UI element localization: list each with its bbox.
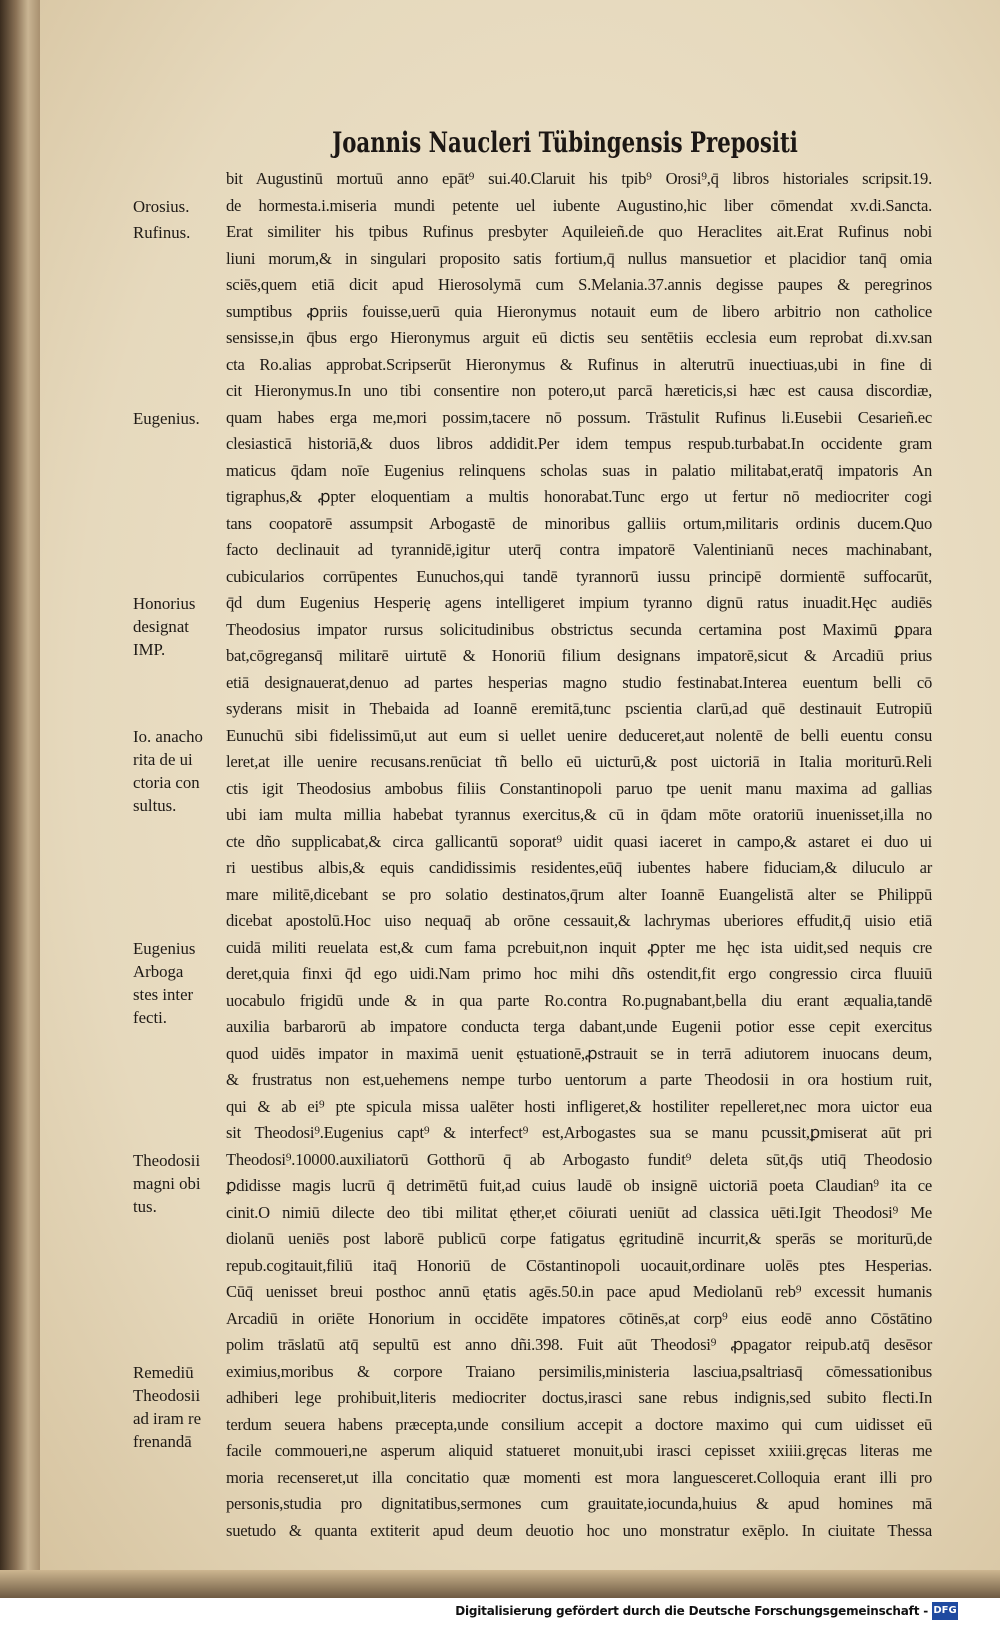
text-line: maticus q̄dam noīe Eugenius relinquens scholas suas in palatio militabat,eratq̄ impatoris An (226, 460, 932, 480)
text-line: ri uestibus albis,& equis candidissimis residentes,eūq̄ iubentes habere fiduciam,& diluculo ar (226, 858, 932, 877)
text-line: qui & ab ei⁹ pte spicula missa ualēter hosti infligeret,& hostiliter repelleret,nec mora uictor eua (226, 1096, 932, 1116)
margin-note: Io. anacho (133, 726, 203, 746)
text-line: de hormesta.i.miseria mundi petente uel iubente Augustino,hic liber cōmendat xv.di.Sancta. (226, 195, 932, 215)
text-line: Eunuchū sibi fidelissimū,ut aut eum si uellet uenire deduceret,aut nolentē de belli euentu consu (226, 725, 932, 745)
margin-note: IMP. (133, 640, 166, 659)
margin-note: Rufinus. (133, 223, 191, 242)
margin-note: Eugenius (133, 938, 196, 958)
margin-note: Arboga (133, 961, 184, 981)
text-line: auxilia barbarorū ab impatore conducta terga dabant,unde Eugenii potior esse cepit exercitus (226, 1017, 932, 1036)
text-line: & frustratus non est,uehemens nempe turbo uentorum a parte Theodosii in ora hostium ruit, (226, 1070, 932, 1089)
margin-note: Eugenius. (133, 408, 200, 428)
text-line: facile commoueri,ne asperum aliquid statueret monuit,ubi irasci cepisset xxiiii.gręcas literas me (226, 1441, 932, 1460)
text-line: cubicularios corrūpentes Eunuchos,qui tandē tyrannorū iussu principē dormientē suffocarūt, (226, 566, 932, 586)
text-line: cit Hieronymus.In uno tibi consentire non potero,ut parcā hæreticis,si hæc est causa discordiæ, (226, 381, 932, 400)
text-line: uocabulo frigidū unde & in qua parte Ro.contra Ro.pugnabant,bella diu erant æqualia,tandē (226, 990, 932, 1010)
margin-note: Honorius (133, 594, 196, 613)
text-line: sciēs,quem etiā dicit apud Hierosolymā cum S.Melania.37.annis degisse paupes & peregrinos (226, 275, 932, 294)
margin-note: sultus. (133, 795, 177, 815)
text-line: Theodosi⁹.10000.auxiliatorū Gotthorū q̄ ab Arbogasto fundit⁹ deleta sūt,q̄s utiq̄ Theodosio (226, 1149, 932, 1169)
text-line: facto declinauit ad tyrannidē,igitur uterq̄ contra impatorē Valentinianū neces machinabant, (226, 540, 932, 559)
margin-note: tus. (133, 1196, 157, 1216)
text-line: etiā designauerat,denuo ad partes hesperias magno studio festinabat.Interea euentum belli cō (226, 672, 932, 692)
footer-bar (0, 1598, 1000, 1626)
margin-note: fecti. (133, 1007, 168, 1027)
text-line: quam habes erga me,mori possim,tacere nō possum. Trāstulit Rufinus li.Eusebii Cesarieñ.ec (226, 407, 932, 427)
page-stack-edge (0, 0, 40, 1598)
margin-note: magni obi (133, 1173, 201, 1193)
margin-note: Orosius. (133, 196, 190, 216)
text-line: leret,at ille uenire recusans.renūciat tñ bello eū uicturū,& post uictoriā in Italia moriturū.Reli (226, 752, 932, 771)
text-line: mare militē,dicebant se pro solatio destinatos,q̄rum alter Ioannē Euangelistā alter se Philippū (226, 884, 932, 904)
text-line: moria recenseret,ut illa concitatio quæ momenti est mora languesceret.Colloquia erant illi pro (226, 1467, 932, 1487)
margin-note: Theodosii (133, 1150, 201, 1170)
margin-note: rita de ui (133, 749, 193, 769)
text-line: tans coopatorē assumpsit Arbogastē de minoribus galliis ortum,militaris ordinis ducem.Quo (226, 513, 932, 533)
dfg-logo: DFG (932, 1602, 958, 1620)
text-line: repub.cogitauit,filiū itaq̄ Honoriū de Cōstantinopoli uocauit,ordinare uolēs ptes Hesperias. (226, 1255, 932, 1275)
text-line: Theodosius impator rursus solicitudinibus obstrictus secunda certamina post Maximū ꝑpara (226, 619, 932, 639)
text-line: tigraphus,& ꝓpter eloquentiam a multis honorabat.Tunc ergo ut fertur nō mediocriter cogi (226, 487, 932, 506)
text-line: Erat similiter his tpibus Rufinus presbyter Aquileieñ.de quo Heraclites ait.Erat Rufinus nobi (226, 222, 932, 241)
text-line: dicebat apostolū.Hoc uiso nequaq̄ ab orōne cessauit,& lachrymas uberiores effudit,q̄ uisio etiā (226, 911, 932, 930)
text-line: ꝑdidisse magis lucrū q̄ detrimētū fuit,ad cuius laudē ob insignē uictoriā poeta Claudian⁹ ita ce (226, 1176, 932, 1195)
text-line: diolanū ueniēs post laborē publicū corpe fatigatus ęgritudinē incurrit,& sperās se moriturū,de (226, 1229, 932, 1248)
text-line: eximius,moribus & corpore Traiano persimilis,ministeria lasciua,psaltriasq̄ cōmessationibus (226, 1361, 932, 1381)
main-text-block (226, 166, 932, 1544)
text-line: suetudo & quanta extiterit apud deum deuotio hoc uno monstratur exēplo. In ciuitate Thessa (226, 1520, 932, 1540)
margin-note: ad iram re (133, 1408, 202, 1428)
text-line: polim trāslatū atq̄ sepultū est anno dñi.398. Fuit aūt Theodosi⁹ ꝓpagator reipub.atq̄ desēsor (226, 1335, 932, 1354)
text-line: sensisse,in q̄bus ergo Hieronymus arguit eū dictis seu sentētiis ecclesia eum reprobat di.xv.san (226, 328, 932, 347)
text-line: terdum seuera habens præcepta,unde consilium accepit a doctore maximo qui cum uidisset eū (226, 1414, 932, 1434)
margin-note: designat (133, 617, 189, 636)
page-bottom-edge (0, 1570, 1000, 1598)
margin-note: Theodosii (133, 1385, 201, 1405)
text-line: syderans misit in Thebaida ad Ioannē eremitā,tunc pscientia clarū,ad quē destinauit Eutropiū (226, 699, 932, 718)
text-line: cinit.O nimiū dilecte deo tibi militat ęther,et cōiurati ueniūt ad classica uēti.Igit Theodosi⁹ Me (226, 1202, 932, 1222)
text-line: Arcadiū in oriēte Honorium in occidēte impatores cōtinēs,at corp⁹ eius eodē anno Cōstātino (226, 1308, 932, 1328)
text-line: Cūq̄ uenisset breui posthoc annū ętatis agēs.50.in pace apud Mediolanū reb⁹ excessit humanis (226, 1282, 932, 1301)
margin-note: frenandā (133, 1431, 192, 1451)
text-line: deret,quia finxi q̄d ego uidi.Nam primo hoc mihi dñs ostendit,fit ergo congressio circa fluuiū (226, 964, 932, 983)
text-line: ctis igit Theodosius ambobus filiis Constantinopoli paruo tpe uenit manu maxima ad gallias (226, 778, 932, 798)
text-line: bit Augustinū mortuū anno epāt⁹ sui.40.Claruit his tpib⁹ Orosi⁹,q̄ libros historiales scripsit.19. (226, 169, 932, 188)
text-line: q̄d dum Eugenius Hesperię agens intelligeret impium tyranno dignū ratus inuadit.Hęc audiēs (226, 593, 932, 612)
text-line: quod uidēs impator in maximā uenit ęstuationē,ꝓstrauit se in terrā adiutorem inuocans deum, (226, 1043, 932, 1063)
text-line: bat,cōgregansq̄ militarē uirtutē & Honoriū filium designans impatorē,sicut & Arcadiū prius (226, 646, 932, 665)
text-line: clesiasticā historiā,& duos libros addidit.Per idem tempus respub.turbabat.In occidente gram (226, 434, 932, 453)
text-line: adhiberi lege prohibuit,literis mediocriter doctus,irasci sane rebus indignis,sed subito flecti.In (226, 1388, 932, 1407)
running-title: Joannis Naucleri Tübingensis Prepositi (332, 126, 798, 159)
text-line: ubi iam multa millia habebat tyrannus exercitus,& cū in q̄dam mōte oratoriū inuenisset,illa no (226, 805, 932, 824)
text-line: liuni morum,& in singulari proposito satis fortium,q̄ nullus mansuetior et placidior tanq̄ omia (226, 248, 932, 268)
margin-note: stes inter (133, 984, 194, 1004)
margin-note: ctoria con (133, 772, 200, 792)
text-line: personis,studia pro dignitatibus,sermones cum grauitate,iocunda,huius & apud homines mā (226, 1494, 932, 1513)
text-line: cta Ro.alias approbat.Scripserūt Hieronymus & Rufinus in alterutrū inuectiuas,ubi in fine di (226, 354, 932, 374)
text-line: cuidā militi reuelata est,& cum fama pcrebuit,non inquit ꝓpter me hęc ista uidit,sed nequis cre (226, 937, 932, 957)
funding-credit: Digitalisierung gefördert durch die Deutsche Forschungsgemeinschaft - (455, 1604, 928, 1618)
margin-note: Remediū (133, 1362, 194, 1382)
text-line: sumptibus ꝓpriis fouisse,uerū quia Hieronymus notauit eum de libero arbitrio non catholice (226, 301, 932, 321)
text-line: sit Theodosi⁹.Eugenius capt⁹ & interfect⁹ est,Arbogastes sua se manu pcussit,ꝑmiserat aūt pri (226, 1123, 932, 1142)
text-line: cte dño supplicabat,& circa gallicantū soporat⁹ uidit quasi iaceret in campo,& astaret ei duo ui (226, 831, 932, 851)
